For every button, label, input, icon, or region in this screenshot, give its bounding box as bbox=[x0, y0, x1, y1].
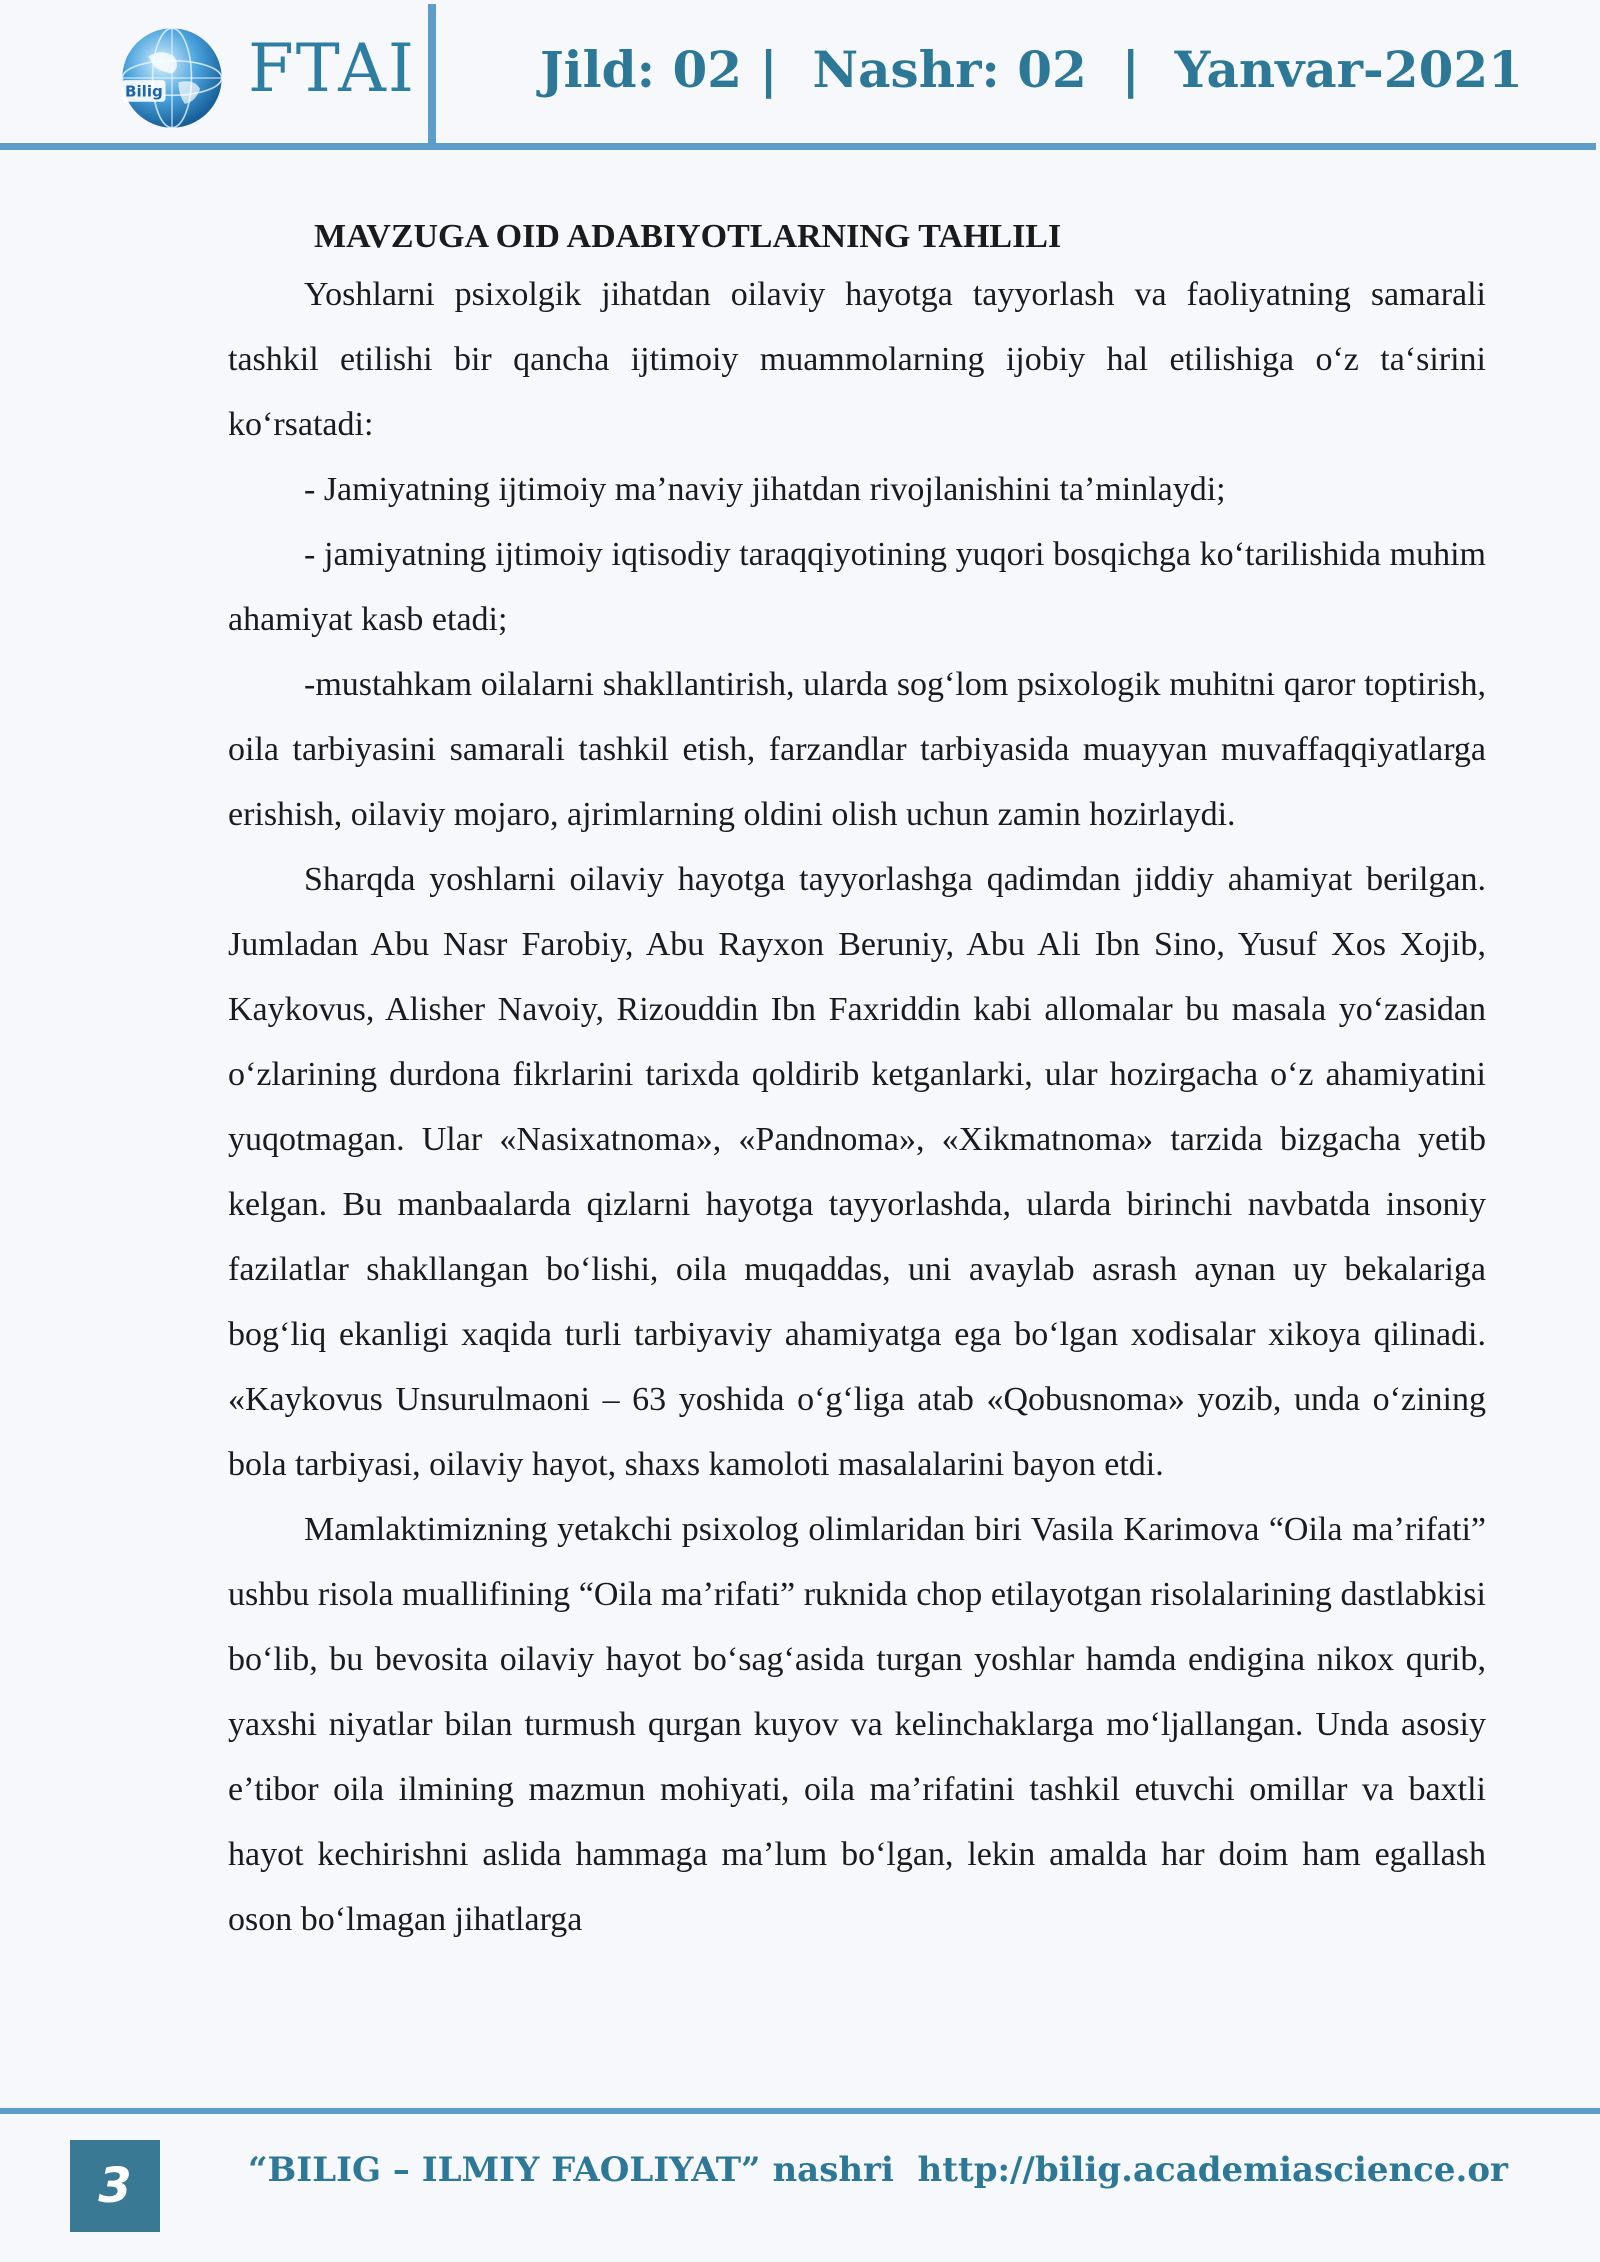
header-divider-horizontal bbox=[0, 143, 1596, 150]
list-item: - Jamiyatning ijtimoiy maʼnaviy jihatdan rivojlanishini taʼminlaydi; bbox=[304, 471, 1226, 508]
footer-publisher-link[interactable]: “BILIG – ILMIY FAOLIYAT” nashri http://bilig.academiascience.or bbox=[248, 2150, 1508, 2190]
logo-text: Bilig bbox=[124, 82, 163, 101]
globe-logo-icon bbox=[118, 24, 226, 132]
header-divider-vertical bbox=[428, 4, 436, 144]
journal-brand: FTAI bbox=[248, 30, 416, 107]
list-item: - jamiyatning ijtimoiy iqtisodiy taraqqiyotining yuqori bosqichga koʻtarilishida muhim ahamiyat kasb etadi; bbox=[228, 536, 1486, 638]
page-header bbox=[0, 0, 1600, 150]
footer-divider bbox=[0, 2108, 1600, 2114]
issue-info: Jild: 02 | Nashr: 02 | Yanvar-2021 bbox=[540, 40, 1523, 99]
paragraph: Yoshlarni psixolgik jihatdan oilaviy hayotga tayyorlash va faoliyatning samarali tashkil etilishi bir qancha ijtimoiy muammolarning ijobiy hal etilishiga oʻz taʻsirini koʻrsatadi: bbox=[228, 276, 1486, 443]
page-number: 3 bbox=[70, 2140, 160, 2232]
article-body bbox=[228, 206, 1486, 1952]
section-heading: MAVZUGA OID ADABIYOTLARNING TAHLILI bbox=[314, 218, 1062, 255]
paragraph: Sharqda yoshlarni oilaviy hayotga tayyorlashga qadimdan jiddiy ahamiyat berilgan. Jumladan Abu Nasr Farobiy, Abu Rayxon Beruniy, Abu Ali Ibn Sino, Yusuf Xos Xojib, Kaykovus, Alisher Navoiy, Rizouddin Ibn Faxriddin kabi allomalar bu masala yoʻzasidan oʻzlarining durdona fikrlarini tarixda qoldirib ketganlarki, ular hozirgacha oʻz ahamiyatini yuqotmagan. Ular «Nasixatnoma», «Pandnoma», «Xikmatnoma» tarzida bizgacha yetib kelgan. Bu manbaalarda qizlarni hayotga tayyorlashda, ularda birinchi navbatda insoniy fazilatlar shakllangan boʻlishi, oila muqaddas, uni avaylab asrash aynan uy bekalariga bogʻliq ekanligi xaqida turli tarbiyaviy ahamiyatga ega boʻlgan xodisalar xikoya qilinadi. «Kaykovus Unsurulmaoni – 63 yoshida oʻgʻliga atab «Qobusnoma» yozib, unda oʻzining bola tarbiyasi, oilaviy hayot, shaxs kamoloti masalalarini bayon etdi. bbox=[228, 861, 1486, 1483]
paragraph: Mamlaktimizning yetakchi psixolog olimlaridan biri Vasila Karimova “Oila maʼrifati” ushbu risola muallifining “Oila maʼrifati” ruknida chop etilayotgan risolalarining dastlabkisi boʻlib, bu bevosita oilaviy hayot boʻsagʻasida turgan yoshlar hamda endigina nikox qurib, yaxshi niyatlar bilan turmush qurgan kuyov va kelinchaklarga moʻljallangan. Unda asosiy eʼtibor oila ilmining mazmun mohiyati, oila maʼrifatini tashkil etuvchi omillar va baxtli hayot kechirishni aslida hammaga maʼlum boʻlgan, lekin amalda har doim ham egallash oson boʻlmagan jihatlarga bbox=[228, 1511, 1486, 1938]
list-item: -mustahkam oilalarni shakllantirish, ularda sogʻlom psixologik muhitni qaror toptirish, oila tarbiyasini samarali tashkil etish, farzandlar tarbiyasida muayyan muvaffaqqiyatlarga erishish, oilaviy mojaro, ajrimlarning oldini olish uchun zamin hozirlaydi. bbox=[228, 666, 1486, 833]
